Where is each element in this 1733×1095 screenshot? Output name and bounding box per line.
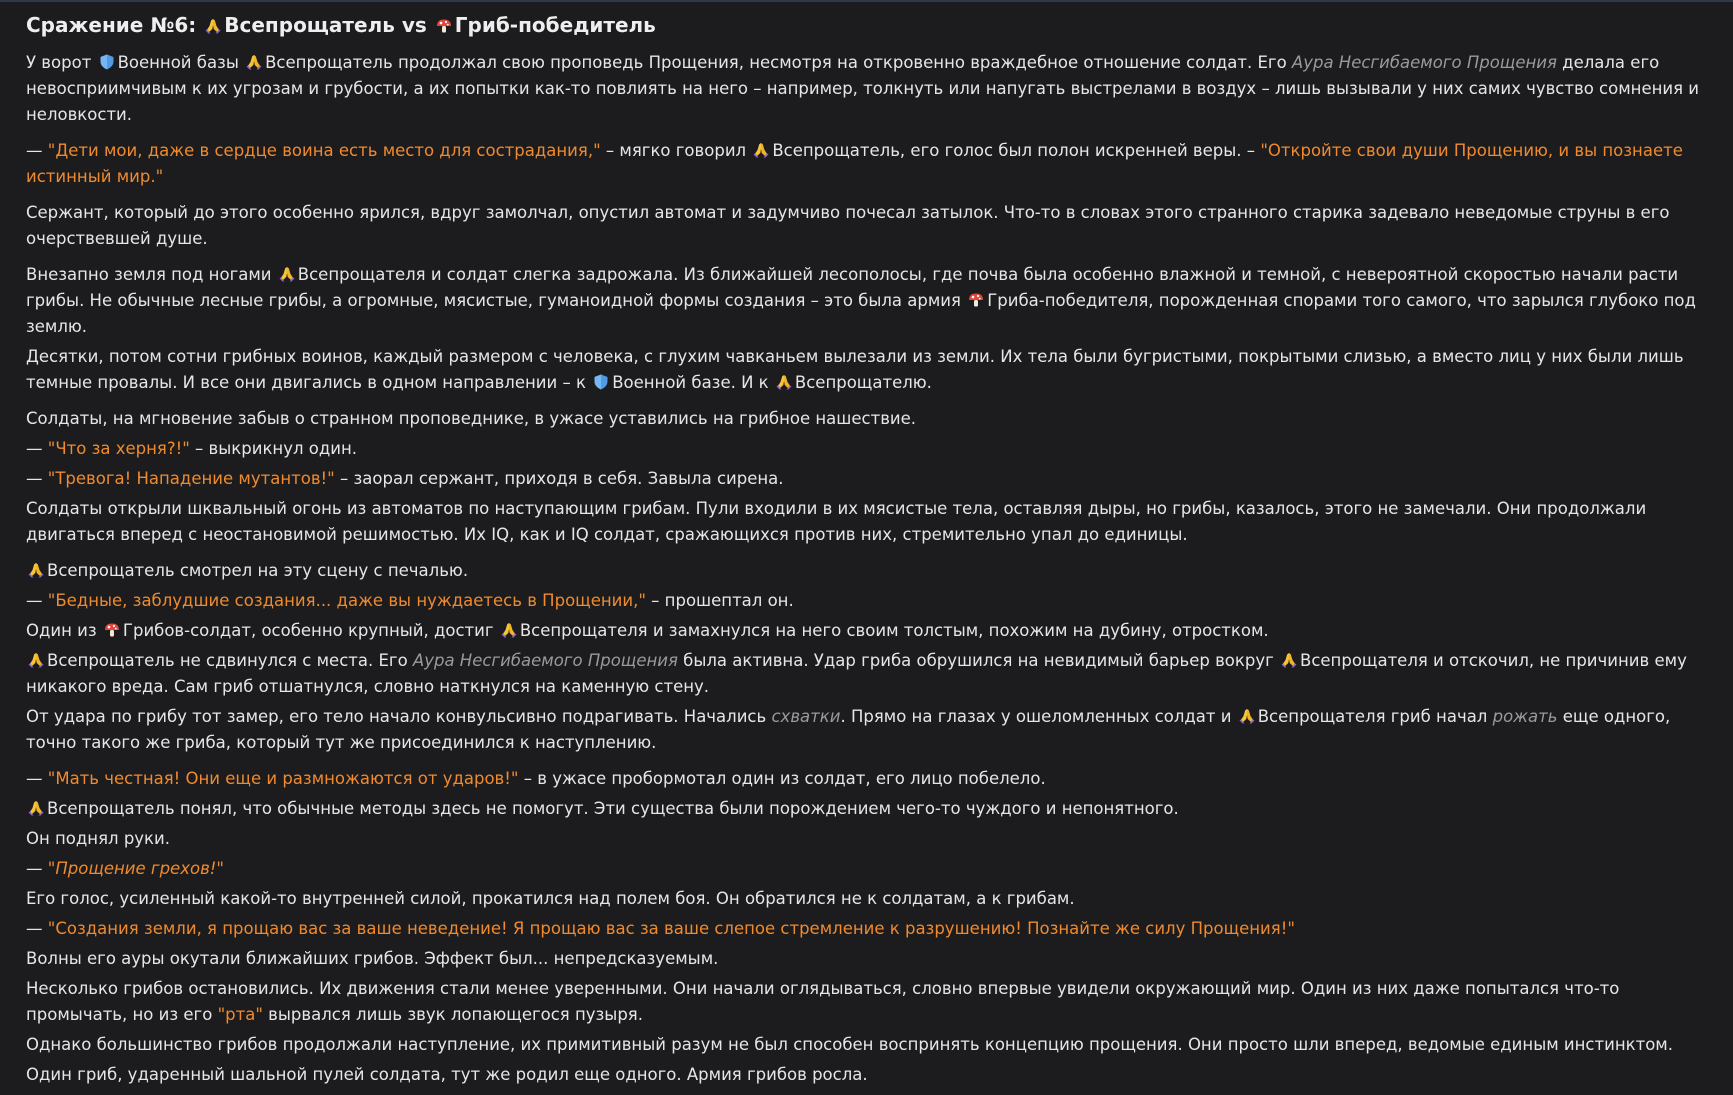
text-span: Всепрощателю. xyxy=(794,373,932,392)
text-span: была активна. Удар гриба обрушился на невидимый барьер вокруг xyxy=(683,651,1274,670)
dash: — xyxy=(26,469,48,488)
text-span: Гриба-победителя, порожденная спорами того самого, что зарылся глубоко под землю. xyxy=(26,291,1696,336)
praying-hands-icon xyxy=(775,373,793,391)
story-paragraph-16 xyxy=(26,796,1716,822)
shield-icon xyxy=(98,53,116,71)
praying-hands-icon xyxy=(278,265,296,283)
story-content xyxy=(26,10,1716,1092)
aura-term: Аура Несгибаемого Прощения xyxy=(412,651,678,670)
dash: — xyxy=(26,439,48,458)
praying-hands-icon xyxy=(245,53,263,71)
text-span: Грибов-солдат, особенно крупный, достиг xyxy=(122,621,494,640)
story-paragraph-19: Его голос, усиленный какой-то внутренней силой, прокатился над полем боя. Он обратился не к солдатам, а к грибам. xyxy=(26,889,1075,908)
heading-fighter2: Гриб-победитель xyxy=(454,13,656,37)
praying-hands-icon xyxy=(500,621,518,639)
heading-vs: vs xyxy=(401,13,427,37)
text-span: Всепрощатель продолжал свою проповедь Прощения, несмотря на откровенно враждебное отношение солдат. Его xyxy=(265,53,1287,72)
dash: — xyxy=(26,141,48,160)
text-span: Военной базе. И к xyxy=(612,373,769,392)
story-paragraph-5 xyxy=(26,344,1716,396)
story-paragraph-22 xyxy=(26,976,1716,1028)
text-span: Несколько грибов остановились. Их движения стали менее уверенными. Они начали оглядываться, словно впервые увидели окружающий мир. Один из них даже попытался что-то промычать, но из его xyxy=(26,979,1620,1024)
quote: "рта" xyxy=(217,1005,263,1024)
story-paragraph-11 xyxy=(26,588,1716,614)
story-paragraph-24: Один гриб, ударенный шальной пулей солдата, тут же родил еще одного. Армия грибов росла. xyxy=(26,1065,868,1084)
praying-hands-icon xyxy=(1280,651,1298,669)
praying-hands-icon xyxy=(27,651,45,669)
story-paragraph-18 xyxy=(26,856,1716,882)
story-paragraph-13 xyxy=(26,648,1716,700)
text-span: – заорал сержант, приходя в себя. Завыла сирена. xyxy=(334,469,784,488)
story-paragraph-23: Однако большинство грибов продолжали наступление, их примитивный разум не был способен воспринять концепцию прощения. Они просто шли вперед, ведомые единым инстинктом. xyxy=(26,1035,1673,1054)
story-paragraph-9: Солдаты открыли шквальный огонь из автоматов по наступающим грибам. Пули входили в их мясистые тела, оставляя дыры, но грибы, казалось, этого не замечали. Они продолжали двигаться вперед с неостановимой решимостью. Их IQ, как и IQ солдат, сражающихся против них, стремительно упал до единицы. xyxy=(26,499,1647,544)
text-span: Десятки, потом сотни грибных воинов, каждый размером с человека, с глухим чавканьем вылезали из земли. Их тела были бугристыми, покрытыми слизью, а вместо лиц у них были лишь темные провалы. И все они двигались в одном направлении – к xyxy=(26,347,1684,392)
dash: — xyxy=(26,591,48,610)
text-span: Всепрощателя и замахнулся на него своим толстым, похожим на дубину, отростком. xyxy=(519,621,1269,640)
text-span: – выкрикнул один. xyxy=(189,439,358,458)
story-paragraph-17: Он поднял руки. xyxy=(26,829,170,848)
text-span: Всепрощатель, его голос был полон искренней веры. – xyxy=(772,141,1256,160)
text-span: Внезапно земля под ногами xyxy=(26,265,272,284)
shield-icon xyxy=(592,373,610,391)
story-paragraph-8 xyxy=(26,466,1716,492)
story-paragraph-2 xyxy=(26,138,1716,190)
mushroom-icon xyxy=(967,291,985,309)
text-span: вырвался лишь звук лопающегося пузыря. xyxy=(262,1005,643,1024)
text-span: Всепрощателя и солдат слегка задрожала. Из ближайшей лесополосы, где почва была особенно влажной и темной, с невероятной скоростью начали расти грибы. Не обычные лесные грибы, а огромные, мясистые, гуманоидной формы создания – это была армия xyxy=(26,265,1679,310)
text-span: – в ужасе пробормотал один из солдат, его лицо побелело. xyxy=(518,769,1046,788)
text-span: . Прямо на глазах у ошеломленных солдат и xyxy=(840,707,1232,726)
text-span: Всепрощателя и отскочил, не причинив ему никакого вреда. Сам гриб отшатнулся, словно наткнулся на каменную стену. xyxy=(26,651,1687,696)
text-span: Всепрощатель понял, что обычные методы здесь не помогут. Эти существа были порождением чего-то чуждого и непонятного. xyxy=(47,799,1179,818)
dash: — xyxy=(26,919,48,938)
dash: — xyxy=(26,859,48,878)
battle-heading xyxy=(26,10,1716,40)
emphasis-term: рожать xyxy=(1492,707,1558,726)
text-span: еще одного, точно такого же гриба, который тут же присоединился к наступлению. xyxy=(26,707,1671,752)
text-span: Всепрощатель не сдвинулся с места. Его xyxy=(47,651,408,670)
quote: "Создания земли, я прощаю вас за ваше неведение! Я прощаю вас за ваше слепое стремление к разрушению! Познайте же силу Прощения!" xyxy=(47,919,1295,938)
text-span: – прошептал он. xyxy=(645,591,794,610)
story-paragraph-14 xyxy=(26,704,1716,756)
text-span: Всепрощатель смотрел на эту сцену с печалью. xyxy=(47,561,469,580)
dash: — xyxy=(26,769,48,788)
story-paragraph-4 xyxy=(26,262,1716,340)
quote: "Тревога! Нападение мутантов!" xyxy=(47,469,335,488)
story-paragraph-21: Волны его ауры окутали ближайших грибов. Эффект был... непредсказуемым. xyxy=(26,949,719,968)
text-span: У ворот xyxy=(26,53,92,72)
praying-hands-icon xyxy=(1238,707,1256,725)
text-span: делала его невосприимчивым к их угрозам и грубости, а их попытки как-то повлиять на него – например, толкнуть или напугать выстрелами в воздух – лишь вызывали у них самих чувство сомнения и неловкости. xyxy=(26,53,1700,124)
praying-hands-icon xyxy=(27,799,45,817)
story-paragraph-15 xyxy=(26,766,1716,792)
text-span: Всепрощателя гриб начал xyxy=(1257,707,1488,726)
story-paragraph-3: Сержант, который до этого особенно ярился, вдруг замолчал, опустил автомат и задумчиво почесал затылок. Что-то в словах этого странного старика задевало неведомые струны в его очерствевшей душе. xyxy=(26,203,1670,248)
text-span: От удара по грибу тот замер, его тело начало конвульсивно подрагивать. Начались xyxy=(26,707,767,726)
quote: "Мать честная! Они еще и размножаются от ударов!" xyxy=(47,769,519,788)
top-border xyxy=(0,0,1733,2)
story-paragraph-10 xyxy=(26,558,1716,584)
quote: "Прощение грехов!" xyxy=(47,859,224,878)
quote: "Бедные, заблудшие создания... даже вы нуждаетесь в Прощении," xyxy=(47,591,646,610)
story-paragraph-1 xyxy=(26,50,1716,128)
quote: "Что за херня?!" xyxy=(47,439,190,458)
heading-prefix: Сражение №6: xyxy=(26,13,197,37)
aura-term: Аура Несгибаемого Прощения xyxy=(1291,53,1557,72)
praying-hands-icon xyxy=(204,17,222,35)
praying-hands-icon xyxy=(752,141,770,159)
heading-fighter1: Всепрощатель xyxy=(224,13,395,37)
emphasis-term: схватки xyxy=(771,707,841,726)
story-paragraph-12 xyxy=(26,618,1716,644)
quote: "Дети мои, даже в сердце воина есть место для сострадания," xyxy=(47,141,601,160)
story-paragraph-6: Солдаты, на мгновение забыв о странном проповеднике, в ужасе уставились на грибное нашествие. xyxy=(26,409,917,428)
text-span: Военной базы xyxy=(117,53,239,72)
quote: "Откройте свои души Прощению, и вы познаете истинный мир." xyxy=(26,141,1683,186)
text-span: – мягко говорил xyxy=(600,141,747,160)
mushroom-icon xyxy=(103,621,121,639)
text-span: Один из xyxy=(26,621,97,640)
mushroom-icon xyxy=(435,17,453,35)
praying-hands-icon xyxy=(27,561,45,579)
story-paragraph-20 xyxy=(26,916,1716,942)
story-paragraph-7 xyxy=(26,436,1716,462)
